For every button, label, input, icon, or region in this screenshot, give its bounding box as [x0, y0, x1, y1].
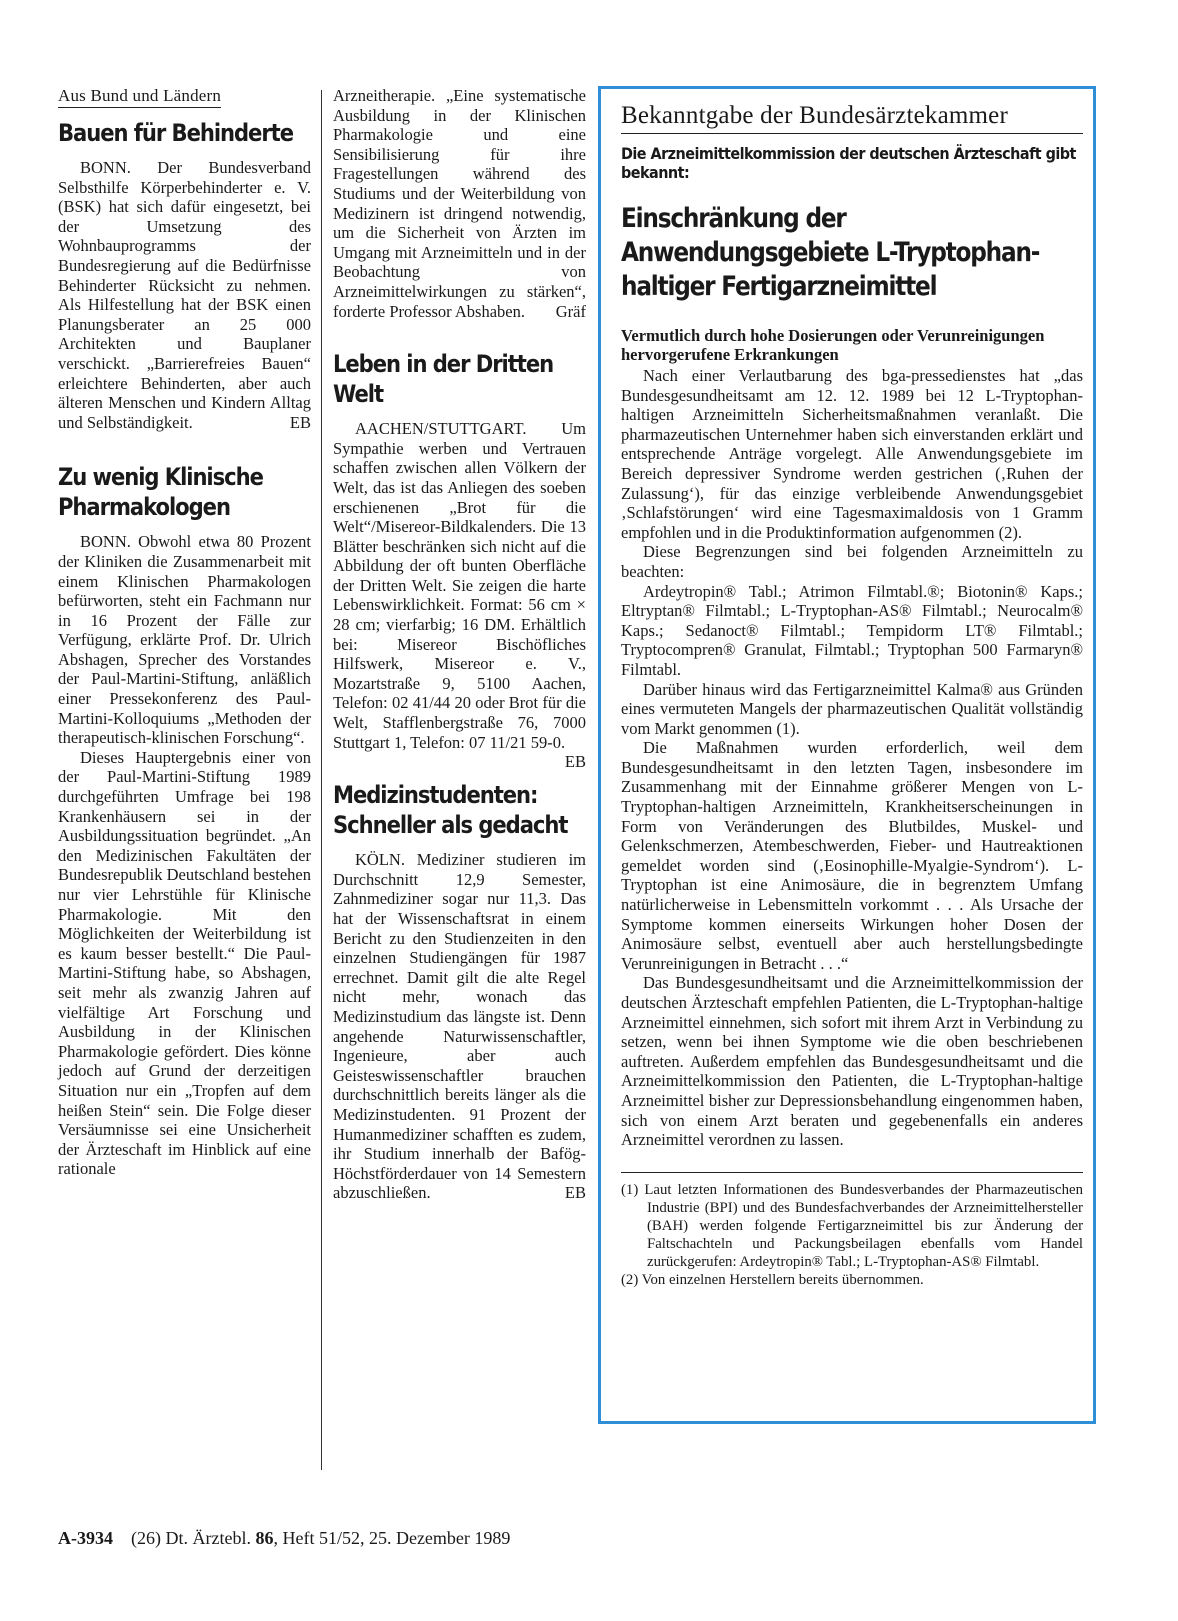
announcement-paragraph: Nach einer Verlautbarung des bga-pressedienstes hat „das Bundesgesundheitsamt am 12. 12. 1989 bei 12 L-Tryptophan-haltigen Arzneimitteln Sicherheitsmaßnahmen veranlaßt. Die pharmazeutischen Unternehmer haben sich einverstanden erklärt und entsprechende Anträge vorgelegt. Alle Anwendungsgebiete im Bereich depressiver Syndrome werden gestrichen (‚Ruhen der Zulassung‘), für das einzige verbleibende Anwendungsgebiet ‚Schlafstörungen‘ wird eine Tagesmaximaldosis von 1 Gramm empfohlen und in die Produktinformation aufgenommen (2). — [621, 366, 1083, 542]
article-body: AACHEN/STUTTGART. Um Sympathie werben und Vertrauen schaffen zwischen allen Völkern der Welt, das ist das Anliegen des soeben erschienenen „Brot für die Welt“/Misereor-Bildkalenders. Die 13 Blätter beschränken sich nicht auf die Abbildung der oft bunten Oberfläche der Dritten Welt. Sie zeigen die harte Lebenswirklichkeit. Format: 56 cm × 28 cm; vierfarbig; 16 DM. Erhältlich bei: Misereor Bischöfliches Hilfswerk, Misereor e. V., Mozartstraße 9, 5100 Aachen, Telefon: 02 41/44 20 oder Brot für die Welt, Stafflenbergstraße 76, 7000 Stuttgart 1, Telefon: 07 11/21 59-0. EB — [333, 419, 586, 772]
article-body: KÖLN. Mediziner studieren im Durchschnitt 12,9 Semester, Zahnmediziner sogar nur 11,3. Das hat der Wissenschaftsrat in einem Bericht zu den Studienzeiten in den einzelnen Studiengängen für 1987 errechnet. Damit gilt die alte Regel nicht mehr, wonach das Medizinstudium das längste ist. Denn angehende Naturwissenschaftler, Ingenieure, aber auch Geisteswissenschaftler brauchen durchschnittlich bereits länger als die Medizinstudenten. 91 Prozent der Humanmediziner schafften es zudem, ihr Studium innerhalb der Bafög-Höchstförderdauer von 14 Semestern abzuschließen. EB — [333, 850, 586, 1203]
article-medizinstudenten — [333, 780, 586, 1203]
announcement-content — [621, 101, 1083, 1289]
announcement-title: Bekanntgabe der Bundesärztekammer — [621, 101, 1083, 134]
announcement-paragraph: Die Maßnahmen wurden erforderlich, weil dem Bundesgesundheitsamt in den letzten Tagen, insbesondere im Zusammenhang mit der Einnahme größerer Mengen von L-Tryptophan-haltigen Arzneimitteln, Krankheitserscheinungen in Form von Veränderungen des Blutbildes, Muskel- und Gelenkschmerzen, Atembeschwerden, Fieber- und Hautreaktionen gemeldet worden sind (‚Eosinophille-Myalgie-Syndrom‘). L-Tryptophan ist eine Animosäure, die in begrenztem Umfang natürlicherweise in Lebensmitteln vorkommt . . . Als Ursache der Symptome kommen einerseits Wirkungen hoher Dosen der Animosäure selbst, eventuell aber auch herstellungsbedingte Verunreinigungen in Betracht . . .“ — [621, 738, 1083, 973]
author-signature: Gräf — [555, 301, 586, 321]
article-body: Arzneitherapie. „Eine systematische Ausbildung in der Klinischen Pharmakologie und eine Sensibilisierung für ihre Fragestellungen während des Studiums und der Weiterbildung von Medizinern ist dringend notwendig, um die Sicherheit von Ärzten im Umgang mit Arzneimitteln und in der Beobachtung von Arzneimittelwirkungen zu stärken“, forderte Professor Abshaben. Gräf — [333, 86, 586, 321]
article-bauen — [58, 118, 311, 432]
article-pharmakologen — [58, 462, 311, 1179]
author-signature: EB — [564, 1183, 586, 1203]
announcement-subhead: Vermutlich durch hohe Dosierungen oder Verunreinigungen hervorgerufene Erkrankungen — [621, 326, 1045, 364]
column-divider — [321, 90, 322, 1470]
footnote: (2) Von einzelnen Herstellern bereits übernommen. — [621, 1271, 924, 1288]
article-headline: Leben in der Dritten Welt — [333, 350, 554, 409]
announcement-intro: Die Arzneimittelkommission der deutschen Ärzteschaft gibt bekannt: — [621, 144, 1076, 182]
article-pharmakologen-continued — [333, 86, 586, 321]
volume-number: 86 — [255, 1528, 274, 1548]
footnote-divider — [621, 1172, 1083, 1173]
announcement-paragraph: Das Bundesgesundheitsamt und die Arzneimittelkommission der deutschen Ärzteschaft empfehlen Patienten, die L-Tryptophan-haltige Arzneimittel einnehmen, sich sofort mit ihrem Arzt in Verbindung zu setzen, wenn bei ihnen Symptome wie die oben beschriebenen auftreten. Außerdem empfehlen das Bundesgesundheitsamt und die Arzneimittelkommission den Patienten, die L-Tryptophan-haltige Arzneimittel bisher zur Depressionsbehandlung eingenommen haben, sich von einem Arzt beraten und gegebenenfalls ein anderes Arzneimittel verordnen zu lassen. — [621, 973, 1083, 1150]
article-body: BONN. Der Bundesverband Selbsthilfe Körperbehinderter e. V. (BSK) hat sich dafür eingesetzt, bei der Umsetzung des Wohnbauprogramms der Bundesregierung auf die Bedürfnisse Behinderter Rücksicht zu nehmen. Als Hilfestellung hat der BSK einen Planungsberater an 25 000 Architekten und Bauplaner verschickt. „Barrierefreies Bauen“ erleichtere Behinderten, aber auch älteren Menschen und Kindern Alltag und Selbständigkeit. EB — [58, 158, 311, 432]
announcement-paragraph: Darüber hinaus wird das Fertigarzneimittel Kalma® aus Gründen eines vermuteten Mangels der pharmazeutischen Qualität vollständig vom Markt genommen (1). — [621, 679, 1083, 738]
article-headline: Bauen für Behinderte — [58, 119, 293, 147]
announcement-headline: Einschränkung der Anwendungsgebiete L-Tryptophan-haltiger Fertigarzneimittel — [621, 203, 1040, 302]
announcement-box — [598, 86, 1096, 1424]
page-code: A-3934 — [58, 1528, 113, 1548]
column-left — [58, 86, 311, 1199]
author-signature: EB — [564, 752, 586, 772]
citation-issue: , Heft 51/52, 25. Dezember 1989 — [273, 1528, 511, 1548]
section-label: Aus Bund und Ländern — [58, 86, 221, 108]
article-dritte-welt — [333, 349, 586, 772]
article-body: Dieses Hauptergebnis einer von der Paul-Martini-Stiftung 1989 durchgeführten Umfrage bei 198 Krankenhäusern sei in der Ausbildungssituation begründet. „An den Medizinischen Fakultäten der Bundesrepublik Deutschland bestehen nur vier Lehrstühle für Klinische Pharmakologie. Mit den Möglichkeiten der Weiterbildung ist es kaum besser bestellt.“ Die Paul-Martini-Stiftung habe, so Abshagen, seit mehr als zwanzig Jahren auf vielfältige Art Forschung und Ausbildung in der Klinischen Pharmakologie gefördert. Dies könne jedoch auf Grund der derzeitigen Situation nur ein „Tropfen auf dem heißen Stein“ sein. Die Folge dieser Versäumnisse sei eine Unsicherheit der Ärzteschaft im Hinblick auf eine rationale — [58, 747, 311, 1179]
author-signature: EB — [289, 412, 311, 432]
citation: (26) Dt. Ärztebl. — [131, 1528, 251, 1548]
footnote: (1) Laut letzten Informationen des Bundesverbandes der Pharmazeutischen Industrie (BPI) und des Bundesfachverbandes der Arzneimittelhersteller (BAH) werden folgende Fertigarzneimittel bis zur Änderung der Faltschachteln und Packungsbeilagen ebenfalls vom Handel zurückgerufen: Ardeytropin® Tabl.; L-Tryptophan-AS® Filmtabl. — [621, 1181, 1083, 1270]
drug-list: Ardeytropin® Tabl.; Atrimon Filmtabl.®; Biotonin® Kaps.; Eltryptan® Filmtabl.; L-Tryptophan-AS® Filmtabl.; Neurocalm® Kaps.; Sedanoct® Filmtabl.; Tempidorm LT® Filmtabl.; Tryptocompren® Granulat, Filmtabl.; Tryptophan 500 Farmaryn® Filmtabl. — [621, 581, 1083, 679]
article-headline: Medizinstudenten: Schneller als gedacht — [333, 781, 568, 840]
article-headline: Zu wenig Klinische Pharmakologen — [58, 463, 263, 522]
column-middle — [333, 86, 586, 1223]
announcement-paragraph: Diese Begrenzungen sind bei folgenden Arzneimitteln zu beachten: — [621, 542, 1083, 581]
article-body: BONN. Obwohl etwa 80 Prozent der Kliniken die Zusammenarbeit mit einem Klinischen Pharmakologen befürworten, steht ein Fachmann nur in 16 Prozent der Fälle zur Verfügung, erklärte Prof. Dr. Ulrich Abshagen, Sprecher des Vorstandes der Paul-Martini-Stiftung, anläßlich einer Pressekonferenz des Paul-Martini-Kolloquiums „Methoden der therapeutisch-klinischen Forschung“. — [58, 532, 311, 748]
page-footer — [58, 1528, 510, 1549]
